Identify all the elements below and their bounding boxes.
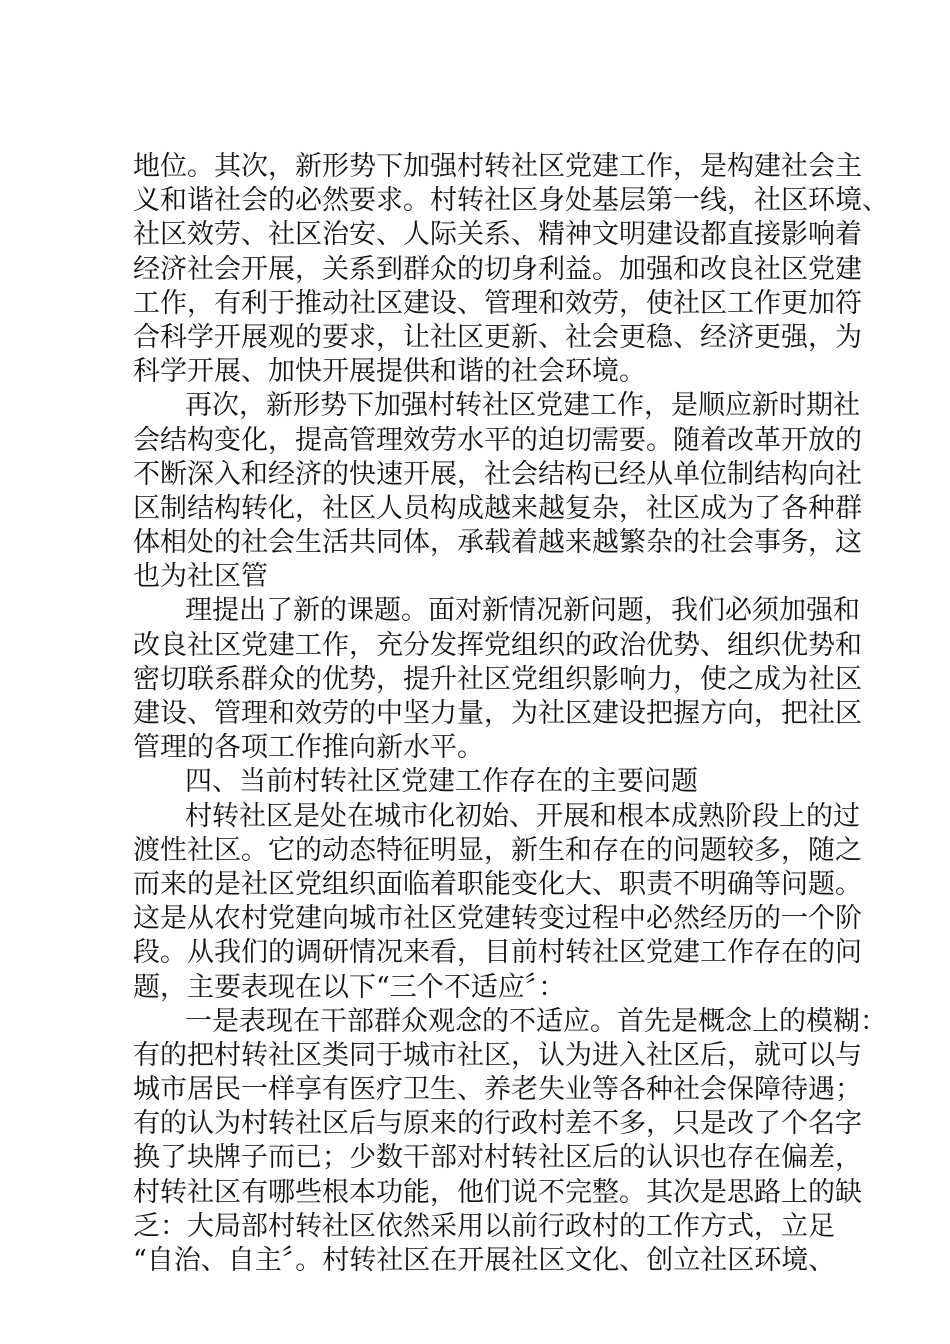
text-line: 建设、管理和效劳的中坚力量，为社区建设把握方向，把社区 <box>133 698 862 729</box>
text-line: 会结构变化，提高管理效劳水平的迫切需要。随着改革开放的 <box>133 424 862 456</box>
text-line: 四、当前村转社区党建工作存在的主要问题 <box>185 766 698 798</box>
text-line: 体相处的社会生活共同体，承载着越来越繁杂的社会事务，这 <box>133 527 862 559</box>
text-line: “自治、自主〞。村转社区在开展社区文化、创立社区环境、 <box>133 1245 836 1276</box>
text-line: 区制结构转化，社区人员构成越来越复杂，社区成为了各种群 <box>133 492 862 524</box>
text-line: 城市居民一样享有医疗卫生、养老失业等各种社会保障待遇； <box>133 1074 862 1106</box>
text-line: 题，主要表现在以下“三个不适应〞： <box>133 971 566 1003</box>
text-line: 科学开展、加快开展提供和谐的社会环境。 <box>133 356 646 388</box>
text-line: 渡性社区。它的动态特征明显，新生和存在的问题较多，随之 <box>133 834 862 866</box>
text-line: 村转社区有哪些根本功能，他们说不完整。其次是思路上的缺 <box>133 1176 862 1208</box>
document-body <box>133 150 889 1278</box>
text-line: 不断深入和经济的快速开展，社会结构已经从单位制结构向社 <box>133 458 862 490</box>
text-line: 这是从农村党建向城市社区党建转变过程中必然经历的一个阶 <box>133 903 862 935</box>
text-line: 地位。其次，新形势下加强村转社区党建工作，是构建社会主 <box>133 151 862 182</box>
text-line: 一是表现在干部群众观念的不适应。首先是概念上的模糊： <box>185 1005 887 1037</box>
text-line: 管理的各项工作推向新水平。 <box>133 732 484 764</box>
text-line: 也为社区管 <box>133 561 268 593</box>
text-line: 密切联系群众的优势，提升社区党组织影响力，使之成为社区 <box>133 663 862 695</box>
text-line: 经济社会开展，关系到群众的切身利益。加强和改良社区党建 <box>133 253 862 285</box>
text-line: 而来的是社区党组织面临着职能变化大、职责不明确等问题。 <box>133 868 862 900</box>
text-line: 工作，有利于推动社区建设、管理和效劳，使社区工作更加符 <box>133 287 862 319</box>
text-line: 合科学开展观的要求，让社区更新、社会更稳、经济更强，为 <box>133 321 862 353</box>
text-line: 理提出了新的课题。面对新情况新问题，我们必须加强和 <box>185 595 860 627</box>
text-line: 有的认为村转社区后与原来的行政村差不多，只是改了个名字 <box>133 1108 862 1140</box>
text-line: 换了块牌子而已；少数干部对村转社区后的认识也存在偏差， <box>133 1142 862 1174</box>
text-line: 段。从我们的调研情况来看，目前村转社区党建工作存在的问 <box>133 937 862 969</box>
text-line: 改良社区党建工作，充分发挥党组织的政治优势、组织优势和 <box>133 629 862 661</box>
text-line: 村转社区是处在城市化初始、开展和根本成熟阶段上的过 <box>185 800 860 832</box>
text-line: 有的把村转社区类同于城市社区，认为进入社区后，就可以与 <box>133 1039 862 1071</box>
text-line: 乏：大局部村转社区依然采用以前行政村的工作方式，立足 <box>133 1210 835 1242</box>
text-line: 再次，新形势下加强村转社区党建工作，是顺应新时期社 <box>185 390 860 422</box>
text-line: 社区效劳、社区治安、人际关系、精神文明建设都直接影响着 <box>133 219 862 251</box>
text-line: 义和谐社会的必然要求。村转社区身处基层第一线，社区环境、 <box>133 185 889 217</box>
